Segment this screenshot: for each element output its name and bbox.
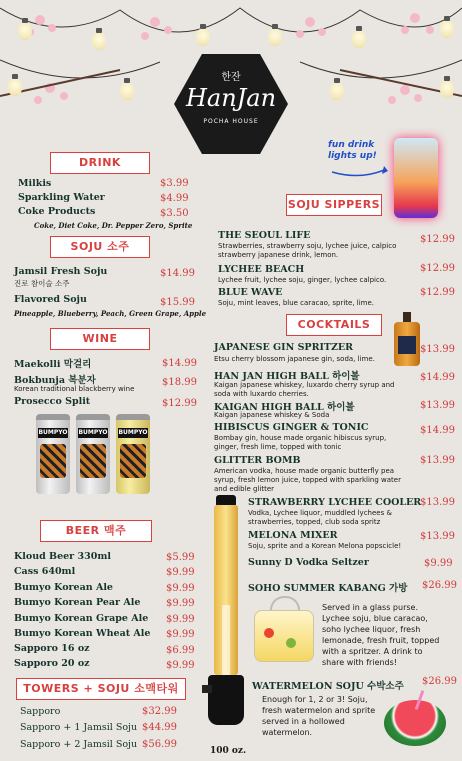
tower-size-label: 100 oz. [210,746,247,756]
logo-tagline: POCHA HOUSE [203,118,259,125]
beer-item-name: Kloud Beer 330ml [14,551,111,562]
sipper-item-sub: Soju, mint leaves, blue caracao, sprite, lime. [218,299,375,307]
sipper-item-name: THE SEOUL LIFE [218,230,311,241]
soju-sippers-header: SOJU SIPPERS [286,194,382,216]
sipper-item-name: LYCHEE BEACH [218,264,305,275]
cocktail-item-price: $14.99 [420,372,455,383]
special-item-price: $9.99 [424,558,453,569]
cocktail-item-price: $13.99 [420,455,455,466]
wine-header: WINE [50,328,150,350]
special-item-price: $13.99 [420,497,455,508]
beer-item-name: Bumyo Korean Pear Ale [14,597,141,608]
special-item-name: WATERMELON SOJU 수박소주 [252,681,404,692]
light-bulb-icon [8,78,22,96]
light-bulb-icon [352,30,366,48]
logo [172,52,290,156]
soju-item-name: Jamsil Fresh Soju [14,266,108,277]
cocktail-item-sub: Bombay gin, house made organic hibiscus syrup, ginger, fresh lime, topped with tonic [214,434,387,451]
beer-header: BEER 맥주 [40,520,152,542]
wine-item-name: Prosecco Split [14,396,91,407]
sipper-item-price: $12.99 [420,287,455,298]
beer-can-image [36,414,70,494]
beer-item-name: Bumyo Korean Grape Ale [14,613,149,624]
beer-item-price: $9.99 [166,660,195,671]
light-bulb-icon [330,82,344,100]
special-item-sub: Soju, sprite and a Korean Melona popscicle! [248,542,402,550]
drink-item-price: $3.99 [160,178,189,189]
wine-item-price: $14.99 [162,358,197,369]
special-item-name: Sunny D Vodka Seltzer [248,557,369,568]
cocktail-item-sub: American vodka, house made organic butterfly pea syrup, fresh lemon juice, topped with sparkling water and edible glitter [214,467,401,493]
special-item-name: STRAWBERRY LYCHEE COOLER [248,497,422,508]
tower-item-name: Sapporo + 2 Jamsil Soju [20,739,138,750]
logo-name: HanJan [185,84,277,112]
cocktail-item-name: JAPANESE GIN SPRITZER [214,342,354,353]
beer-item-name: Sapporo 16 oz [14,643,90,654]
soju-item-price: $15.99 [160,297,195,308]
logo-korean: 한잔 [221,72,241,83]
sipper-item-price: $12.99 [420,234,455,245]
special-item-sub: Enough for 1, 2 or 3! Soju, fresh watermelon and sprite served in a hollowed watermelon. [262,695,376,737]
sipper-item-name: BLUE WAVE [218,287,283,298]
wine-item-sub: Korean traditional blackberry wine [14,385,135,393]
beer-item-price: $9.99 [166,614,195,625]
cocktail-item-price: $14.99 [420,425,455,436]
beer-item-price: $5.99 [166,552,195,563]
soju-item-price: $14.99 [160,268,195,279]
drink-item-price: $3.50 [160,208,189,219]
cocktail-item-name: KAIGAN HIGH BALL 하이볼 [214,402,355,413]
cocktail-item-name: HAN JAN HIGH BALL 하이볼 [214,371,360,382]
tower-item-price: $44.99 [142,722,177,733]
cocktails-header: COCKTAILS [286,314,382,336]
sipper-item-price: $12.99 [420,263,455,274]
cocktail-item-price: $13.99 [420,400,455,411]
light-bulb-icon [92,32,106,50]
light-bulb-icon [440,20,454,38]
beer-tower-image [208,495,244,735]
tower-item-price: $56.99 [142,739,177,750]
drink-item-name: Milkis [18,178,52,189]
light-bulb-icon [120,82,134,100]
watermelon-drink-image [384,690,446,748]
arrow-icon [330,162,390,182]
wine-item-name: Maekolli 막걸리 [14,359,92,370]
special-item-price: $26.99 [422,676,457,687]
wine-item-price: $18.99 [162,377,197,388]
special-item-name: MELONA MIXER [248,530,338,541]
tower-item-name: Sapporo + 1 Jamsil Soju [20,722,138,733]
fun-drink-callout: fun drink lights up! [328,140,377,161]
sipper-item-sub: Lychee fruit, lychee soju, ginger, lychee calpico. [218,276,387,284]
light-bulb-icon [440,80,454,98]
beer-item-name: Sapporo 20 oz [14,658,90,669]
beer-item-price: $9.99 [166,567,195,578]
special-item-sub: Vodka, Lychee liquor, muddled lychees & strawberries, topped, club soda spritz [248,509,392,526]
drink-header: DRINK [50,152,150,174]
beer-item-price: $6.99 [166,645,195,656]
special-item-price: $13.99 [420,531,455,542]
light-bulb-icon [18,22,32,40]
sipper-item-sub: Strawberries, strawberry soju, lychee juice, calpico strawberry japanese drink, lemon. [218,242,397,259]
soju-item-sub: 진로 참이슬 소주 [14,279,70,288]
beer-can-image [76,414,110,494]
beer-item-name: Cass 640ml [14,566,76,577]
beer-can-image [116,414,150,494]
tower-item-price: $32.99 [142,706,177,717]
cocktail-item-price: $13.99 [420,344,455,355]
light-bulb-icon [196,28,210,46]
towers-header: TOWERS + SOJU 소맥타워 [16,678,186,700]
wine-item-name: Bokbunja 복분자 [14,375,96,386]
cocktail-item-name: HIBISCUS GINGER & TONIC [214,422,369,433]
beer-item-price: $9.99 [166,598,195,609]
light-bulb-icon [268,28,282,46]
soju-item-sub: Pineapple, Blueberry, Peach, Green Grape, Apple [14,309,207,318]
can-brand-label: BUMPYO [78,429,108,436]
can-brand-label: BUMPYO [118,429,148,436]
glass-purse-drink-image [250,596,316,664]
drink-item-price: $4.99 [160,193,189,204]
cocktail-item-sub: Kaigan japanese whiskey & Soda [214,411,330,419]
can-brand-label: BUMPYO [38,429,68,436]
cocktail-item-sub: Kaigan japanese whiskey, luxardo cherry syrup and soda with luxardo cherries. [214,381,395,398]
drink-item-name: Coke Products [18,206,96,217]
tower-item-name: Sapporo [20,706,61,717]
beer-item-price: $9.99 [166,629,195,640]
beer-item-price: $9.99 [166,583,195,594]
beer-item-name: Bumyo Korean Ale [14,582,113,593]
soju-header: SOJU 소주 [50,236,150,258]
special-item-name: SOHO SUMMER KABANG 가방 [248,583,408,594]
drink-item-name: Sparkling Water [18,192,105,203]
cocktail-item-name: GLITTER BOMB [214,455,301,466]
wine-item-price: $12.99 [162,398,197,409]
special-item-price: $26.99 [422,580,457,591]
light-up-drink-image [394,138,438,218]
cocktail-item-sub: Etsu cherry blossom japanese gin, soda, lime. [214,355,375,363]
special-item-sub: Served in a glass purse. Lychee soju, blue caracao, soho lychee liquor, fresh lemonade, fresh fruit, topped with a spritzer. A drink to share with friends! [322,603,440,667]
soju-item-name: Flavored Soju [14,294,87,305]
drink-item-sub: Coke, Diet Coke, Dr. Pepper Zero, Sprite [34,221,193,230]
beer-item-name: Bumyo Korean Wheat Ale [14,628,151,639]
